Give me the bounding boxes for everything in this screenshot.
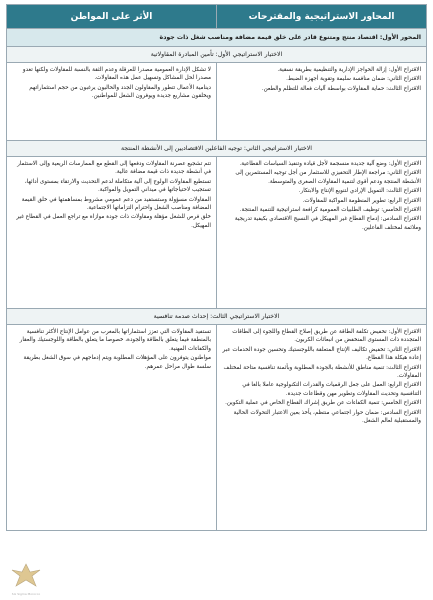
proposal-text: الاقتراح الخامس: توظيف الطلبيات العمومية كرافعة استراتيجية للتنمية المنتجة. xyxy=(239,206,421,213)
choice-row xyxy=(7,47,427,63)
impact-text: تستطيع المقاولات الولوج إلى آلية متكاملة لدعم التحديث والارتقاء بمستوى أدائها، تستجيب لاحتياجاتها في ميداني التمويل والمواكبة. xyxy=(24,178,211,194)
watermark-logo xyxy=(6,560,46,596)
proposals-cell xyxy=(217,157,427,309)
impact-text: دينامية الأعمال تتطور والمقاولون الجدد والحاليون يرغبون من حجم استثماراتهم ويخلقون مشاريع جديدة ويوفرون الشغل للمواطنين. xyxy=(29,84,211,100)
table-row xyxy=(7,63,427,141)
proposal-text: الاقتراح الثالث: التمويل الإرادي لتنويع الإنتاج والابتكار. xyxy=(298,188,421,195)
axis-row xyxy=(7,29,427,47)
table-header-row xyxy=(7,5,427,29)
proposal-text: الاقتراح الثالث: حماية المقاولات بواسطة آليات فعالة للتظلم والطعن. xyxy=(261,85,421,92)
proposal-text: الاقتراح الخامس: تنمية الكفاءات عن طريق إشراك القطاع الخاص في عملية التكوين. xyxy=(225,400,421,407)
proposal-text: الاقتراح الرابع: تطوير المنظومة المواكبة للمقاولات. xyxy=(302,197,421,204)
impact-text: خلق فرص للشغل مؤهلة ومقاولات ذات جودة موازاة مع تراجع العمل في القطاع غير المهيكل. xyxy=(16,214,211,229)
choice-row xyxy=(7,309,427,325)
header-citizen-impact: الأثر على المواطن xyxy=(7,5,217,29)
proposal-text: الاقتراح الثاني: تخفيض تكاليف الإنتاج المتعلقة باللوجستيك وتحسين جودة الخدمات عبر إعادة هيكلة هذا القطاع. xyxy=(222,346,421,362)
header-axes-proposals: المحاور الاستراتيجية والمقترحات xyxy=(217,5,427,29)
choice-title: الاختيار الاستراتيجي الأول: تأمين المبادرة المقاولاتية xyxy=(7,47,427,63)
impact-text: تتم تشجيع عصرنة المقاولات ودفعها إلى القطع مع الممارسات الريعية وإلى الاستثمار في أنشطة جديدة ذات قيمة مضافة عالية. xyxy=(17,161,211,176)
proposal-text: الاقتراح الأول: تخفيض تكلفة الطاقة عن طريق إصلاح القطاع واللجوء إلى الطاقات المتجددة ذات المستوى المنخفض من انبعاثات الكربون. xyxy=(232,329,421,344)
choice-title: الاختيار الاستراتيجي الثاني: توجيه الفاعلين الاقتصاديين إلى الأنشطة المنتجة xyxy=(7,141,427,157)
watermark-label: Six Sigma Morocco xyxy=(11,592,41,596)
impacts-cell xyxy=(7,325,217,531)
impact-text: تستفيد المقاولات التي تعزز استثماراتها بالمغرب من عوامل الإنتاج الأكثر تنافسية بالمنطقة فيما يتعلق بالطاقة والجودة، خصوصا ما يتعلق بالطاقة واللوجستيك والعقار والكفاءات المهنية. xyxy=(19,329,211,352)
impact-text: لا تشكل الإدارة العمومية مصدرا للعرقلة وعدم الثقة بالنسبة للمقاولات ولكنها تغدو مصدرا لحل المشاكل وتسهيل عمل هذه المقاولات. xyxy=(22,67,211,82)
strategy-table xyxy=(6,4,427,531)
axis-title: المحور الأول: اقتصاد منتج ومتنوع قادر على خلق قيمة مضافة ومناصب شغل ذات جودة xyxy=(7,29,427,47)
choice-row xyxy=(7,141,427,157)
proposal-text: الاقتراح السادس: ضمان حوار اجتماعي منتظم، يأخذ بعين الاعتبار التحولات الحالية والمستقبلية لعالم الشغل. xyxy=(233,409,421,424)
impacts-cell xyxy=(7,157,217,309)
impact-text: المقاولات مسؤولة وستستفيد من دعم عمومي مشروط بمساهمتها في خلق القيمة المضافة ومناصب الشغل واحترام التزاماتها الاجتماعية. xyxy=(21,196,211,211)
proposal-text: الاقتراح الأول: وضع آلية جديدة منسجمة لأجل قيادة وتنفيذ السياسات القطاعية. xyxy=(239,161,421,167)
impact-text: مواطنون يتوفرون على المؤهلات المطلوبة ويتم إدماجهم في سوق الشغل بطريقة سلسة طوال مراحل عمرهم. xyxy=(23,355,211,370)
table-row xyxy=(7,157,427,309)
proposal-text: الاقتراح السادس: إدماج القطاع غير المهيكل في النسيج الاقتصادي بكيفية تدريجية وملائمة لمختلف الفاعلين. xyxy=(234,216,421,231)
table-row xyxy=(7,325,427,531)
impacts-cell xyxy=(7,63,217,141)
proposal-text: الاقتراح الثالث: تنمية مناطق للأنشطة بالجودة المطلوبة وبأثمنة تنافسية متاحة لمختلف المقاولات. xyxy=(223,364,421,379)
proposal-text: الاقتراح الرابع: العمل على جعل الرقميات والقدرات التكنولوجية عاملا بالغا في التنافسية وتحديث المقاولات وتطوير مهن وقطاعات جديدة. xyxy=(242,382,421,397)
choice-title: الاختيار الاستراتيجي الثالث: إحداث صدمة تنافسية xyxy=(7,309,427,325)
proposals-cell xyxy=(217,325,427,531)
eagle-icon xyxy=(6,560,46,590)
proposal-text: الاقتراح الثاني: مراجعة الإطار التحفيزي للاستثمار من أجل توجيه المستثمرين إلى الأنشطة المنتجة ودعم أقوى لتنمية المقاولات الصغرى والمتوسطة. xyxy=(235,170,421,185)
proposal-text: الاقتراح الثاني: ضمان منافسة سليمة وتقوية أجهزة الضبط. xyxy=(286,76,421,83)
proposal-text: الاقتراح الأول: إزالة الحواجز الإدارية والتنظيمية بطريقة نسقية. xyxy=(277,67,421,73)
proposals-cell xyxy=(217,63,427,141)
